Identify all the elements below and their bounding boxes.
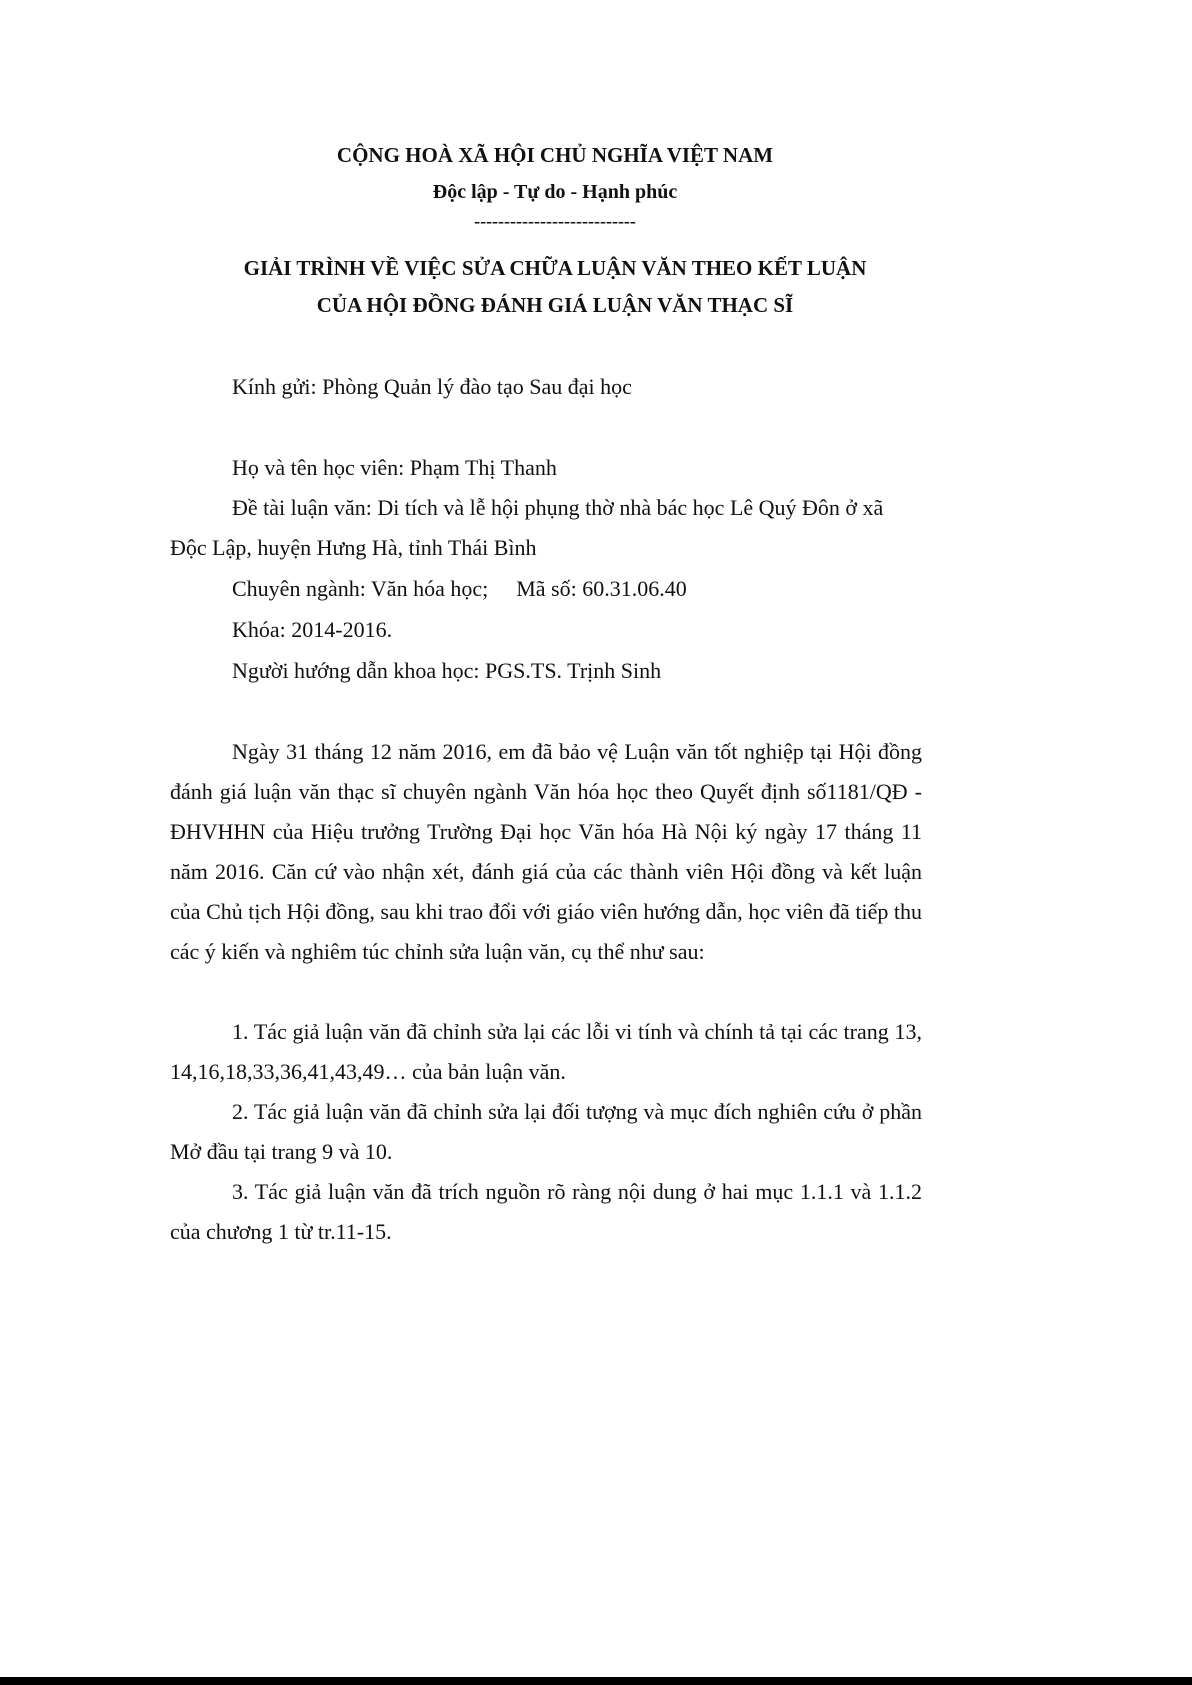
national-motto: Độc lập - Tự do - Hạnh phúc (432, 181, 678, 203)
header-divider: --------------------------- (474, 211, 636, 231)
document-title-line-2: CỦA HỘI ĐỒNG ĐÁNH GIÁ LUẬN VĂN THẠC SĨ (316, 293, 794, 317)
revision-item-3: 3. Tác giả luận văn đã trích nguồn rõ ràng nội dung ở hai mục 1.1.1 và 1.1.2 của chương 1 từ tr.11-15. (170, 1179, 922, 1244)
major: Chuyên ngành: Văn hóa học; (232, 576, 489, 601)
course: Khóa: 2014-2016. (232, 617, 393, 642)
major-line (232, 576, 687, 602)
revision-item-1: 1. Tác giả luận văn đã chỉnh sửa lại các lỗi vi tính và chính tả tại các trang 13, 14,16,18,33,36,41,43,49… của bản luận văn. (170, 1019, 922, 1084)
major-code: Mã số: 60.31.06.40 (516, 576, 687, 601)
page-bottom-edge (0, 1677, 1192, 1685)
revision-item-2: 2. Tác giả luận văn đã chỉnh sửa lại đối tượng và mục đích nghiên cứu ở phần Mở đầu tại trang 9 và 10. (170, 1099, 922, 1164)
national-title: CỘNG HOÀ XÃ HỘI CHỦ NGHĨA VIỆT NAM (336, 143, 774, 167)
thesis-topic-line-1: Đề tài luận văn: Di tích và lễ hội phụng thờ nhà bác học Lê Quý Đôn ở xã (232, 495, 884, 520)
student-name: Họ và tên học viên: Phạm Thị Thanh (232, 455, 557, 480)
advisor: Người hướng dẫn khoa học: PGS.TS. Trịnh Sinh (232, 658, 662, 683)
intro-paragraph: Ngày 31 tháng 12 năm 2016, em đã bảo vệ Luận văn tốt nghiệp tại Hội đồng đánh giá luận văn thạc sĩ chuyên ngành Văn hóa học theo Quyết định số1181/QĐ - ĐHVHHN của Hiệu trưởng Trường Đại học Văn hóa Hà Nội ký ngày 17 tháng 11 năm 2016. Căn cứ vào nhận xét, đánh giá của các thành viên Hội đồng và kết luận của Chủ tịch Hội đồng, sau khi trao đổi với giáo viên hướng dẫn, học viên đã tiếp thu các ý kiến và nghiêm túc chỉnh sửa luận văn, cụ thể như sau: (170, 739, 922, 964)
document-title-line-1: GIẢI TRÌNH VỀ VIỆC SỬA CHỮA LUẬN VĂN THEO KẾT LUẬN (243, 256, 867, 280)
thesis-topic-line-2: Độc Lập, huyện Hưng Hà, tỉnh Thái Bình (170, 535, 537, 560)
addressee: Kính gửi: Phòng Quản lý đào tạo Sau đại học (232, 374, 632, 399)
